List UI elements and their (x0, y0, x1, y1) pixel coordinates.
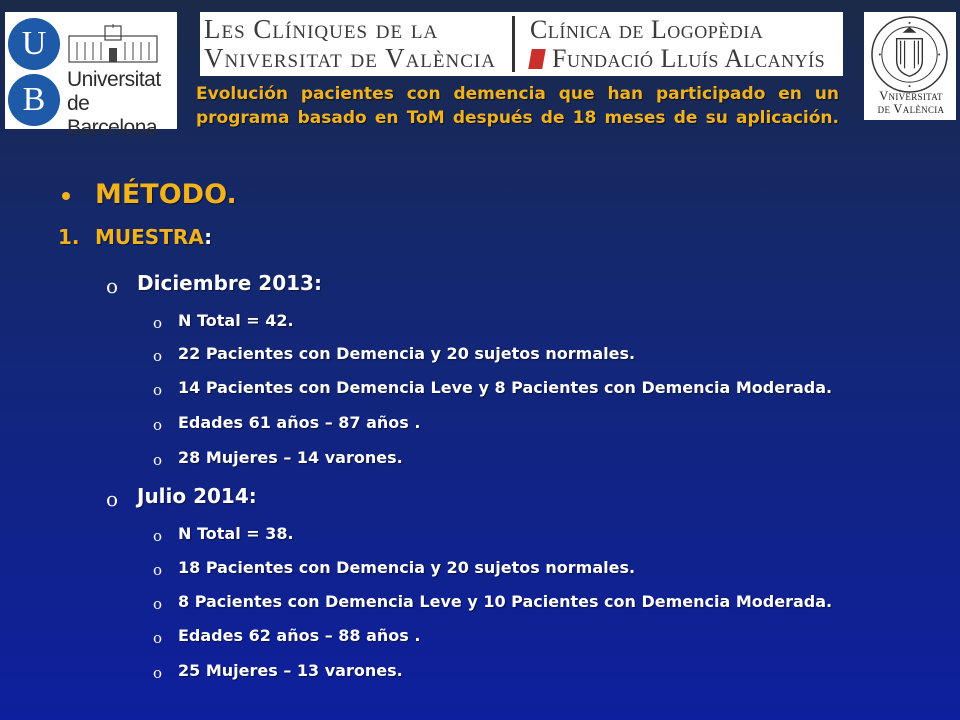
group-title-dec-2013: Diciembre 2013: (137, 271, 322, 295)
item-bullet-icon: o (153, 595, 163, 613)
group-title-jul-2014: Julio 2014: (137, 484, 257, 508)
item-bullet-icon: o (153, 664, 163, 682)
cliniques-banner-logo (200, 12, 843, 76)
section-title (95, 225, 212, 249)
ub-name-line1: Universitat (67, 68, 161, 91)
item-bullet-icon: o (153, 527, 163, 545)
ub-building-icon (67, 24, 159, 64)
item-bullet-icon: o (153, 451, 163, 469)
list-item: 14 Pacientes con Demencia Leve y 8 Pacientes con Demencia Moderada. (178, 378, 833, 397)
list-item: Edades 61 años – 87 años . (178, 413, 421, 432)
list-item: 18 Pacientes con Demencia y 20 sujetos normales. (178, 558, 636, 577)
ub-name-line2: de Barcelona (67, 92, 158, 139)
group-bullet-icon: o (106, 487, 119, 511)
item-bullet-icon: o (153, 381, 163, 399)
uv-line2: de València (877, 102, 945, 116)
list-item: N Total = 42. (178, 311, 294, 330)
logopedia-line: Clínica de Logopèdia (530, 15, 764, 44)
universitat-barcelona-logo (5, 12, 177, 139)
fundacio-line: Fundació Lluís Alcanyís (552, 44, 826, 73)
cliniques-line1: Les Clíniques de la (204, 14, 439, 44)
ub-letter-b: B (8, 74, 60, 126)
ub-wordmark (67, 68, 177, 140)
uv-seal-icon (870, 15, 949, 94)
item-bullet-icon: o (153, 416, 163, 434)
item-bullet-icon: o (153, 629, 163, 647)
list-item: Edades 62 años – 88 años . (178, 626, 421, 645)
section-label: MUESTRA (95, 225, 205, 249)
heading-bullet-icon (62, 192, 70, 200)
section-number: 1. (58, 225, 80, 249)
cliniques-line2: Vniversitat de València (204, 43, 496, 73)
cliniques-left-text (204, 15, 504, 73)
list-item: 8 Pacientes con Demencia Leve y 10 Pacientes con Demencia Moderada. (178, 592, 833, 611)
uv-wordmark (866, 90, 956, 116)
list-item: 22 Pacientes con Demencia y 20 sujetos normales. (178, 344, 636, 363)
list-item: N Total = 38. (178, 524, 294, 543)
ub-letter-u: U (8, 18, 60, 70)
section-colon: : (204, 225, 213, 249)
heading-metodo: MÉTODO. (95, 179, 237, 210)
banner-divider (512, 16, 515, 72)
item-bullet-icon: o (153, 561, 163, 579)
list-item: 28 Mujeres – 14 varones. (178, 448, 403, 467)
ub-circles-mark (8, 18, 63, 126)
cliniques-right-text (530, 15, 835, 73)
list-item: 25 Mujeres – 13 varones. (178, 661, 403, 680)
slide-subtitle: Evolución pacientes con demencia que han participado en un programa basado en ToM después de 18 meses de su aplicación. (196, 84, 839, 128)
group-bullet-icon: o (106, 274, 119, 298)
universitat-valencia-logo (864, 12, 956, 120)
item-bullet-icon: o (153, 314, 163, 332)
fundacio-mark-icon (528, 49, 546, 69)
item-bullet-icon: o (153, 347, 163, 365)
uv-line1: Vniversitat (879, 89, 943, 103)
